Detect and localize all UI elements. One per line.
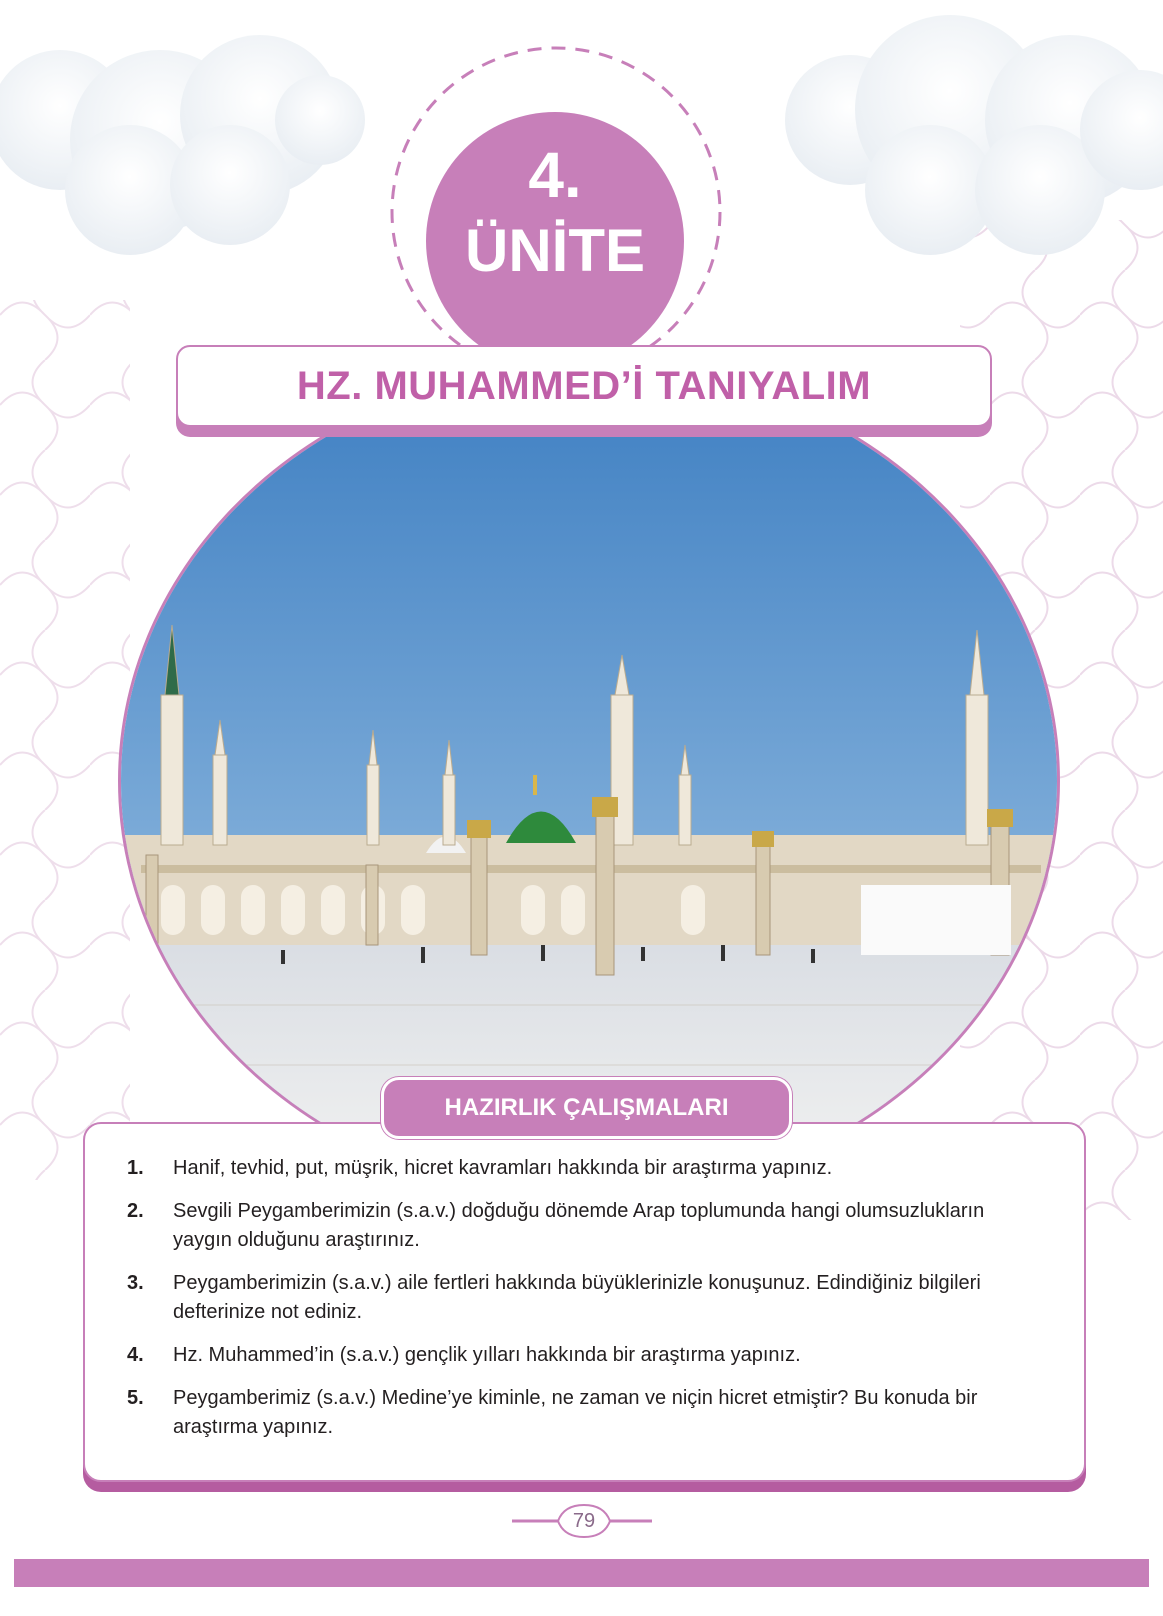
mosque-photo [118, 362, 1060, 1200]
task-number: 5. [127, 1387, 144, 1409]
page-number-ornament [512, 1501, 652, 1541]
task-number: 2. [127, 1200, 144, 1222]
task-list [127, 1154, 1047, 1456]
task-item [127, 1384, 1047, 1442]
task-number: 1. [127, 1157, 144, 1179]
task-text: Sevgili Peygamberimizin (s.a.v.) doğduğu dönemde Arap toplumunda hangi olumsuzlukların yaygın olduğunu araştırınız. [173, 1200, 985, 1251]
task-text: Peygamberimiz (s.a.v.) Medine’ye kiminle, ne zaman ve niçin hicret etmiştir? Bu konuda bir araştırma yapınız. [173, 1387, 978, 1438]
unit-title: HZ. MUHAMMED’İ TANIYALIM [296, 364, 872, 408]
task-number: 3. [127, 1272, 144, 1294]
task-number: 4. [127, 1344, 144, 1366]
page-number: 79 [572, 1510, 596, 1532]
section-label: HAZIRLIK ÇALIŞMALARI [444, 1094, 729, 1121]
cloud-right [785, 15, 1163, 255]
task-item [127, 1341, 1047, 1370]
task-text: Hanif, tevhid, put, müşrik, hicret kavramları hakkında bir araştırma yapınız. [173, 1157, 833, 1179]
preparation-tasks-box [83, 1122, 1086, 1482]
task-item [127, 1269, 1047, 1327]
unit-badge [426, 112, 684, 370]
task-text: Peygamberimizin (s.a.v.) aile fertleri hakkında büyüklerinizle konuşunuz. Edindiğiniz bilgileri defterinize not ediniz. [173, 1272, 981, 1323]
footer-bar [14, 1559, 1149, 1587]
task-item [127, 1197, 1047, 1255]
task-item [127, 1154, 1047, 1183]
unit-number: 4. [528, 139, 582, 211]
task-text: Hz. Muhammed’in (s.a.v.) gençlik yılları hakkında bir araştırma yapınız. [173, 1344, 801, 1366]
unit-title-box [176, 345, 992, 427]
cloud-left [0, 35, 365, 255]
section-label-pill [381, 1077, 792, 1139]
unit-word: ÜNİTE [465, 217, 645, 284]
